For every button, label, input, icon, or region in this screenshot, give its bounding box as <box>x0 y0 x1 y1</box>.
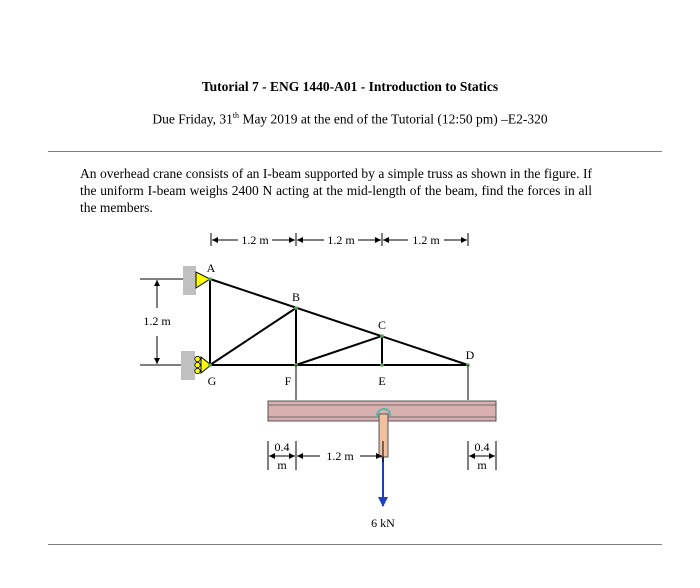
load-label: 6 kN <box>371 516 395 530</box>
dim-label-1: 1.2 m <box>241 233 269 247</box>
offset-right-unit: m <box>477 458 487 472</box>
joint-label-a: A <box>206 261 216 275</box>
member-gb <box>210 308 296 365</box>
due-suffix: May 2019 at the end of the Tutorial (12:50 pm) –E2-320 <box>239 111 548 127</box>
joint-label-b: B <box>291 290 301 304</box>
wall-support-bottom <box>181 351 195 380</box>
joint-label-g: G <box>207 374 217 388</box>
joint-label-d: D <box>465 348 475 362</box>
joint-label-c: C <box>377 318 387 332</box>
wall-support-top <box>183 266 196 295</box>
offset-left-unit: m <box>277 458 287 472</box>
dim-label-2: 1.2 m <box>327 233 355 247</box>
due-superscript: th <box>232 111 240 120</box>
dim-label-3: 1.2 m <box>412 233 440 247</box>
page-title: Tutorial 7 - ENG 1440-A01 - Introduction to Statics <box>201 79 499 94</box>
offset-right-value: 0.4 <box>474 440 490 454</box>
height-label: 1.2 m <box>143 314 171 328</box>
truss-members <box>210 279 468 365</box>
member-ad <box>210 279 468 365</box>
joint-label-e: E <box>378 374 386 388</box>
joint-label-f: F <box>284 374 292 388</box>
due-prefix: Due Friday, 31 <box>152 111 233 127</box>
problem-statement: An overhead crane consists of an I-beam supported by a simple truss as shown in the figure. If the uniform I-beam weighs 2400 N acting at the mid-length of the beam, find the forces in all the members. <box>80 166 592 215</box>
member-fc <box>296 336 382 365</box>
offset-left-value: 0.4 <box>274 440 290 454</box>
offset-mid-label: 1.2 m <box>326 449 354 463</box>
